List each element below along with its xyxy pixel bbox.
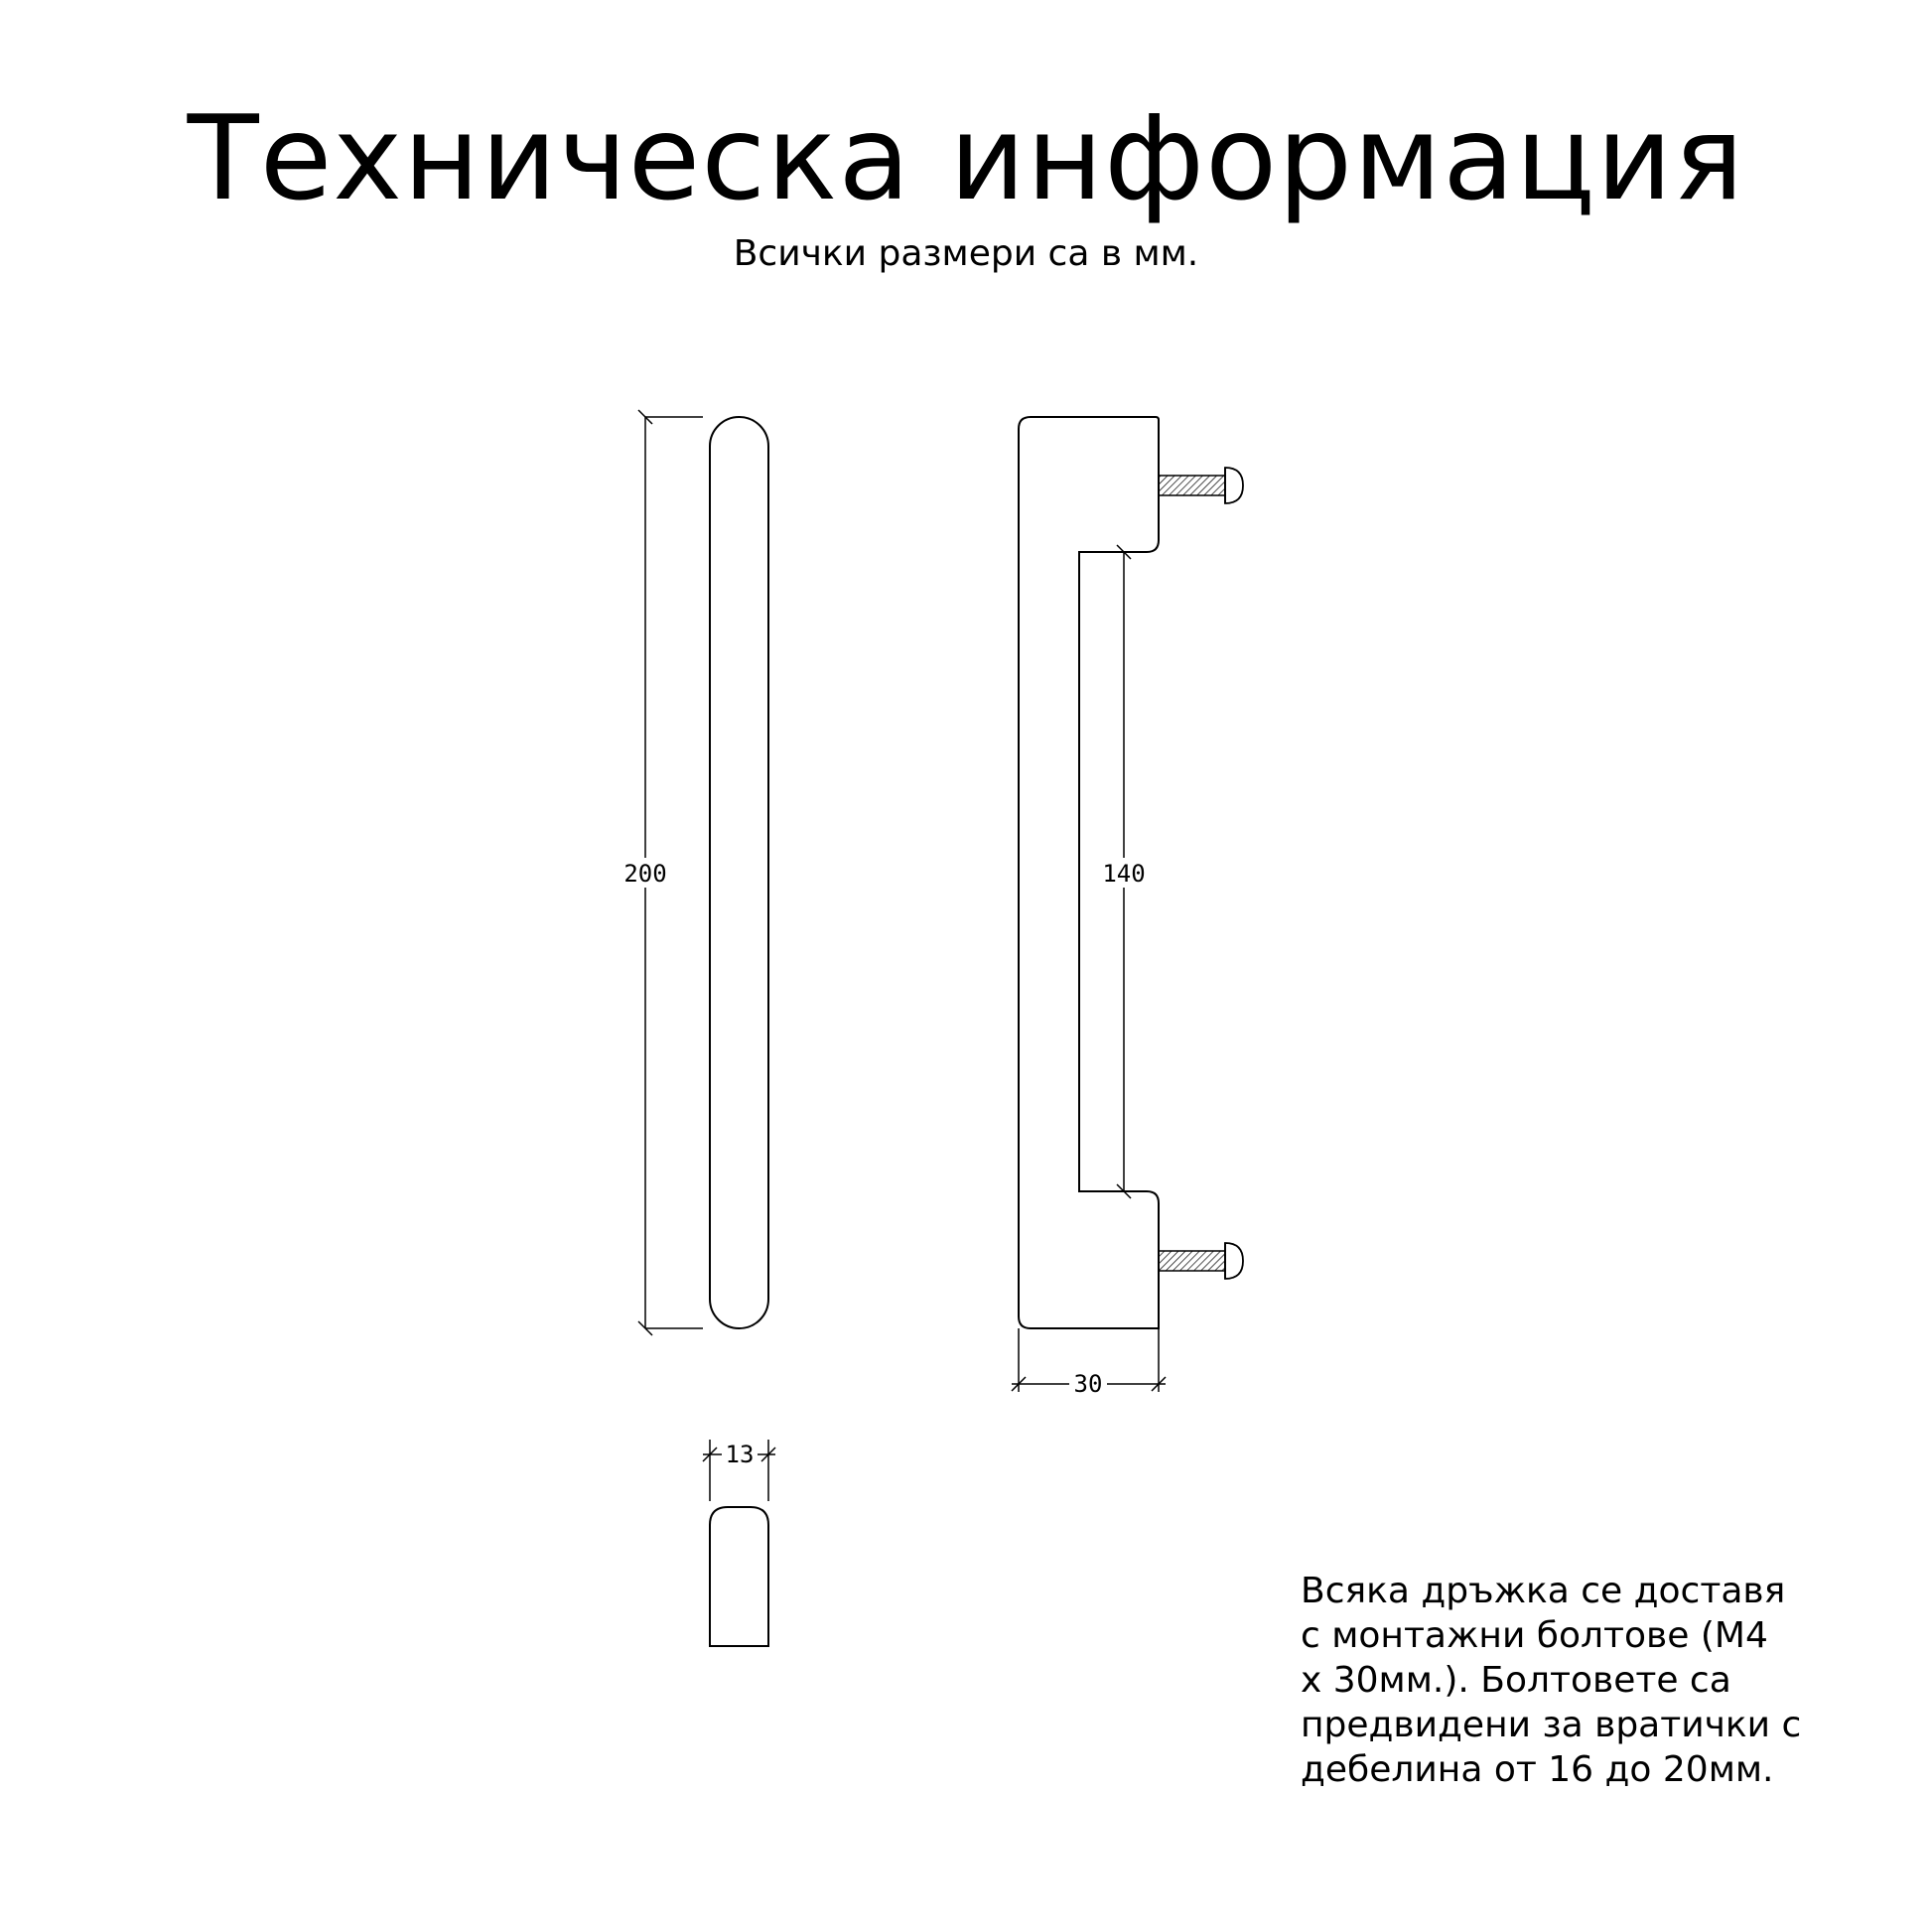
mounting-note-line: Всяка дръжка се доставя: [1301, 1571, 1786, 1611]
width-dimension-label: 13: [725, 1441, 755, 1468]
mounting-bolt-top: [1159, 468, 1243, 503]
depth-dimension-label: 30: [1073, 1370, 1103, 1398]
mounting-note-line: с монтажни болтове (М4: [1301, 1615, 1768, 1656]
mounting-note-line: дебелина от 16 до 20мм.: [1301, 1749, 1774, 1790]
length-dimension-label: 200: [623, 860, 667, 888]
mounting-bolt-bottom: [1159, 1243, 1243, 1279]
page-subtitle: Всички размери са в мм.: [733, 233, 1199, 274]
mounting-note: [1301, 1569, 1817, 1792]
mounting-note-line: х 30мм.). Болтовете са: [1301, 1660, 1731, 1701]
hole-spacing-dimension-label: 140: [1102, 860, 1146, 888]
cross-section-view: [710, 1507, 768, 1646]
handle-cross-section-outline: [710, 1507, 768, 1646]
front-view: [710, 417, 768, 1328]
handle-front-outline: [710, 417, 768, 1328]
page-title: Техническа информация: [187, 89, 1745, 226]
mounting-note-line: предвидени за вратички с: [1301, 1705, 1802, 1745]
